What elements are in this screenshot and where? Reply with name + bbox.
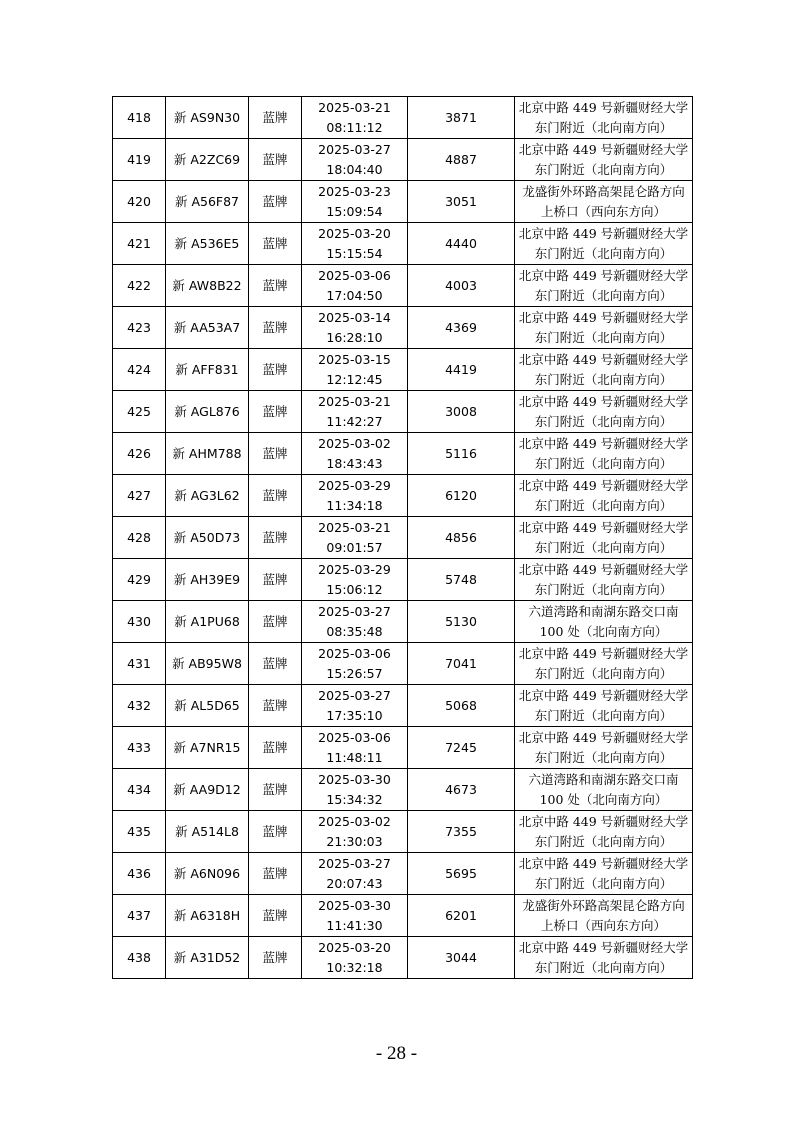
code-cell: 4419 xyxy=(408,349,515,391)
code-cell: 5130 xyxy=(408,601,515,643)
plate-number-cell: 新 AS9N30 xyxy=(166,97,249,139)
code-cell: 5748 xyxy=(408,559,515,601)
location-line-1: 北京中路 449 号新疆财经大学 xyxy=(518,141,689,157)
location-line-1: 北京中路 449 号新疆财经大学 xyxy=(518,435,689,451)
code-cell: 5116 xyxy=(408,433,515,475)
code-cell: 3051 xyxy=(408,181,515,223)
record-number-cell: 429 xyxy=(113,559,166,601)
location-line-1: 北京中路 449 号新疆财经大学 xyxy=(518,855,689,871)
location-cell xyxy=(515,475,693,517)
time-text: 16:28:10 xyxy=(326,329,383,345)
location-line-2: 东门附近（北向南方向） xyxy=(534,749,673,765)
location-line-1: 龙盛街外环路高架昆仑路方向 xyxy=(522,183,685,199)
location-cell xyxy=(515,181,693,223)
time-text: 11:42:27 xyxy=(326,413,383,429)
table-row xyxy=(113,643,693,685)
code-cell: 3008 xyxy=(408,391,515,433)
code-cell: 3044 xyxy=(408,937,515,979)
plate-color-cell: 蓝牌 xyxy=(249,685,302,727)
time-text: 10:32:18 xyxy=(326,959,383,975)
date-text: 2025-03-27 xyxy=(318,603,391,619)
date-text: 2025-03-02 xyxy=(318,813,391,829)
plate-number-cell: 新 AG3L62 xyxy=(166,475,249,517)
plate-color-cell: 蓝牌 xyxy=(249,97,302,139)
table-row xyxy=(113,307,693,349)
plate-number-cell: 新 A7NR15 xyxy=(166,727,249,769)
datetime-cell xyxy=(302,97,408,139)
location-line-1: 北京中路 449 号新疆财经大学 xyxy=(518,645,689,661)
table-row xyxy=(113,433,693,475)
location-line-2: 东门附近（北向南方向） xyxy=(534,329,673,345)
location-line-2: 东门附近（北向南方向） xyxy=(534,707,673,723)
location-cell xyxy=(515,223,693,265)
table-row xyxy=(113,223,693,265)
code-cell: 4003 xyxy=(408,265,515,307)
plate-color-cell: 蓝牌 xyxy=(249,895,302,937)
record-number-cell: 424 xyxy=(113,349,166,391)
location-cell xyxy=(515,601,693,643)
location-line-1: 北京中路 449 号新疆财经大学 xyxy=(518,267,689,283)
datetime-cell xyxy=(302,559,408,601)
code-cell: 3871 xyxy=(408,97,515,139)
code-cell: 4369 xyxy=(408,307,515,349)
location-line-2: 东门附近（北向南方向） xyxy=(534,959,673,975)
plate-number-cell: 新 AL5D65 xyxy=(166,685,249,727)
location-line-1: 北京中路 449 号新疆财经大学 xyxy=(518,813,689,829)
record-number-cell: 425 xyxy=(113,391,166,433)
location-line-2: 东门附近（北向南方向） xyxy=(534,287,673,303)
record-number-cell: 437 xyxy=(113,895,166,937)
code-cell: 7041 xyxy=(408,643,515,685)
record-number-cell: 428 xyxy=(113,517,166,559)
date-text: 2025-03-27 xyxy=(318,855,391,871)
date-text: 2025-03-21 xyxy=(318,519,391,535)
table-row xyxy=(113,349,693,391)
location-cell xyxy=(515,559,693,601)
table-row xyxy=(113,853,693,895)
plate-color-cell: 蓝牌 xyxy=(249,601,302,643)
plate-number-cell: 新 AHM788 xyxy=(166,433,249,475)
datetime-cell xyxy=(302,727,408,769)
record-number-cell: 418 xyxy=(113,97,166,139)
time-text: 18:43:43 xyxy=(326,455,383,471)
datetime-cell xyxy=(302,349,408,391)
location-line-2: 东门附近（北向南方向） xyxy=(534,875,673,891)
location-cell xyxy=(515,433,693,475)
record-number-cell: 423 xyxy=(113,307,166,349)
plate-color-cell: 蓝牌 xyxy=(249,811,302,853)
record-number-cell: 432 xyxy=(113,685,166,727)
location-cell xyxy=(515,769,693,811)
date-text: 2025-03-27 xyxy=(318,141,391,157)
datetime-cell xyxy=(302,139,408,181)
location-line-1: 北京中路 449 号新疆财经大学 xyxy=(518,477,689,493)
plate-color-cell: 蓝牌 xyxy=(249,517,302,559)
code-cell: 5695 xyxy=(408,853,515,895)
location-cell xyxy=(515,937,693,979)
table-row xyxy=(113,181,693,223)
location-cell xyxy=(515,139,693,181)
datetime-cell xyxy=(302,181,408,223)
location-line-1: 北京中路 449 号新疆财经大学 xyxy=(518,351,689,367)
time-text: 08:11:12 xyxy=(326,119,383,135)
plate-number-cell: 新 A1PU68 xyxy=(166,601,249,643)
table-row xyxy=(113,97,693,139)
code-cell: 7245 xyxy=(408,727,515,769)
table-row xyxy=(113,769,693,811)
record-number-cell: 436 xyxy=(113,853,166,895)
plate-color-cell: 蓝牌 xyxy=(249,853,302,895)
datetime-cell xyxy=(302,643,408,685)
date-text: 2025-03-06 xyxy=(318,267,391,283)
plate-number-cell: 新 A536E5 xyxy=(166,223,249,265)
location-line-2: 东门附近（北向南方向） xyxy=(534,413,673,429)
date-text: 2025-03-21 xyxy=(318,99,391,115)
datetime-cell xyxy=(302,853,408,895)
plate-number-cell: 新 AW8B22 xyxy=(166,265,249,307)
plate-number-cell: 新 A56F87 xyxy=(166,181,249,223)
page-number: - 28 - xyxy=(375,1043,418,1064)
record-number-cell: 419 xyxy=(113,139,166,181)
plate-color-cell: 蓝牌 xyxy=(249,937,302,979)
time-text: 17:35:10 xyxy=(326,707,383,723)
datetime-cell xyxy=(302,517,408,559)
table-row xyxy=(113,685,693,727)
plate-color-cell: 蓝牌 xyxy=(249,139,302,181)
date-text: 2025-03-06 xyxy=(318,645,391,661)
record-number-cell: 427 xyxy=(113,475,166,517)
date-text: 2025-03-06 xyxy=(318,729,391,745)
code-cell: 6120 xyxy=(408,475,515,517)
plate-number-cell: 新 AFF831 xyxy=(166,349,249,391)
table-row xyxy=(113,517,693,559)
record-number-cell: 431 xyxy=(113,643,166,685)
plate-color-cell: 蓝牌 xyxy=(249,727,302,769)
location-line-1: 北京中路 449 号新疆财经大学 xyxy=(518,99,689,115)
table-row xyxy=(113,475,693,517)
location-line-2: 东门附近（北向南方向） xyxy=(534,581,673,597)
date-text: 2025-03-30 xyxy=(318,771,391,787)
date-text: 2025-03-15 xyxy=(318,351,391,367)
plate-number-cell: 新 A514L8 xyxy=(166,811,249,853)
location-line-2: 上桥口（西向东方向） xyxy=(540,203,666,219)
datetime-cell xyxy=(302,433,408,475)
record-number-cell: 434 xyxy=(113,769,166,811)
time-text: 09:01:57 xyxy=(326,539,383,555)
date-text: 2025-03-29 xyxy=(318,477,391,493)
location-cell xyxy=(515,643,693,685)
plate-color-cell: 蓝牌 xyxy=(249,559,302,601)
time-text: 15:15:54 xyxy=(326,245,383,261)
plate-number-cell: 新 A6318H xyxy=(166,895,249,937)
table-row xyxy=(113,601,693,643)
location-line-1: 北京中路 449 号新疆财经大学 xyxy=(518,393,689,409)
date-text: 2025-03-29 xyxy=(318,561,391,577)
location-line-2: 东门附近（北向南方向） xyxy=(534,833,673,849)
records-table xyxy=(112,96,693,979)
location-line-2: 上桥口（西向东方向） xyxy=(540,917,666,933)
location-cell xyxy=(515,811,693,853)
record-number-cell: 433 xyxy=(113,727,166,769)
location-line-2: 东门附近（北向南方向） xyxy=(534,245,673,261)
location-cell xyxy=(515,391,693,433)
plate-color-cell: 蓝牌 xyxy=(249,181,302,223)
location-line-1: 北京中路 449 号新疆财经大学 xyxy=(518,309,689,325)
datetime-cell xyxy=(302,811,408,853)
location-cell xyxy=(515,685,693,727)
location-line-1: 龙盛街外环路高架昆仑路方向 xyxy=(522,897,685,913)
datetime-cell xyxy=(302,769,408,811)
date-text: 2025-03-21 xyxy=(318,393,391,409)
plate-color-cell: 蓝牌 xyxy=(249,391,302,433)
date-text: 2025-03-02 xyxy=(318,435,391,451)
location-line-2: 东门附近（北向南方向） xyxy=(534,119,673,135)
plate-number-cell: 新 AB95W8 xyxy=(166,643,249,685)
plate-color-cell: 蓝牌 xyxy=(249,349,302,391)
location-line-2: 东门附近（北向南方向） xyxy=(534,455,673,471)
location-cell xyxy=(515,517,693,559)
plate-color-cell: 蓝牌 xyxy=(249,643,302,685)
datetime-cell xyxy=(302,475,408,517)
time-text: 12:12:45 xyxy=(326,371,383,387)
plate-number-cell: 新 A6N096 xyxy=(166,853,249,895)
plate-color-cell: 蓝牌 xyxy=(249,475,302,517)
table-row xyxy=(113,265,693,307)
location-line-1: 六道湾路和南湖东路交口南 xyxy=(528,603,679,619)
location-line-1: 北京中路 449 号新疆财经大学 xyxy=(518,729,689,745)
date-text: 2025-03-20 xyxy=(318,225,391,241)
code-cell: 4856 xyxy=(408,517,515,559)
location-line-1: 北京中路 449 号新疆财经大学 xyxy=(518,939,689,955)
table-row xyxy=(113,811,693,853)
time-text: 18:04:40 xyxy=(326,161,383,177)
plate-number-cell: 新 A31D52 xyxy=(166,937,249,979)
time-text: 15:09:54 xyxy=(326,203,383,219)
code-cell: 4887 xyxy=(408,139,515,181)
datetime-cell xyxy=(302,937,408,979)
code-cell: 4673 xyxy=(408,769,515,811)
time-text: 15:06:12 xyxy=(326,581,383,597)
time-text: 11:34:18 xyxy=(326,497,383,513)
location-line-1: 六道湾路和南湖东路交口南 xyxy=(528,771,679,787)
plate-number-cell: 新 AH39E9 xyxy=(166,559,249,601)
records-body xyxy=(113,97,693,979)
plate-number-cell: 新 AA53A7 xyxy=(166,307,249,349)
record-number-cell: 426 xyxy=(113,433,166,475)
code-cell: 7355 xyxy=(408,811,515,853)
datetime-cell xyxy=(302,895,408,937)
code-cell: 4440 xyxy=(408,223,515,265)
location-cell xyxy=(515,727,693,769)
plate-color-cell: 蓝牌 xyxy=(249,433,302,475)
time-text: 11:41:30 xyxy=(326,917,383,933)
plate-color-cell: 蓝牌 xyxy=(249,307,302,349)
record-number-cell: 420 xyxy=(113,181,166,223)
location-line-2: 100 处（北向南方向） xyxy=(539,623,668,639)
datetime-cell xyxy=(302,223,408,265)
location-cell xyxy=(515,349,693,391)
date-text: 2025-03-14 xyxy=(318,309,391,325)
location-line-2: 东门附近（北向南方向） xyxy=(534,497,673,513)
record-number-cell: 435 xyxy=(113,811,166,853)
location-line-2: 东门附近（北向南方向） xyxy=(534,161,673,177)
plate-color-cell: 蓝牌 xyxy=(249,223,302,265)
table-row xyxy=(113,391,693,433)
location-line-1: 北京中路 449 号新疆财经大学 xyxy=(518,225,689,241)
date-text: 2025-03-27 xyxy=(318,687,391,703)
date-text: 2025-03-20 xyxy=(318,939,391,955)
datetime-cell xyxy=(302,601,408,643)
datetime-cell xyxy=(302,307,408,349)
location-line-2: 100 处（北向南方向） xyxy=(539,791,668,807)
record-number-cell: 430 xyxy=(113,601,166,643)
table-row xyxy=(113,937,693,979)
table-row xyxy=(113,895,693,937)
table-row xyxy=(113,139,693,181)
location-line-2: 东门附近（北向南方向） xyxy=(534,665,673,681)
table-row xyxy=(113,559,693,601)
time-text: 21:30:03 xyxy=(326,833,383,849)
datetime-cell xyxy=(302,265,408,307)
location-cell xyxy=(515,307,693,349)
time-text: 08:35:48 xyxy=(326,623,383,639)
datetime-cell xyxy=(302,685,408,727)
location-line-1: 北京中路 449 号新疆财经大学 xyxy=(518,561,689,577)
datetime-cell xyxy=(302,391,408,433)
plate-number-cell: 新 AA9D12 xyxy=(166,769,249,811)
plate-number-cell: 新 A2ZC69 xyxy=(166,139,249,181)
code-cell: 5068 xyxy=(408,685,515,727)
location-cell xyxy=(515,265,693,307)
location-line-1: 北京中路 449 号新疆财经大学 xyxy=(518,687,689,703)
time-text: 11:48:11 xyxy=(326,749,383,765)
location-cell xyxy=(515,895,693,937)
time-text: 15:26:57 xyxy=(326,665,383,681)
date-text: 2025-03-30 xyxy=(318,897,391,913)
plate-number-cell: 新 A50D73 xyxy=(166,517,249,559)
plate-color-cell: 蓝牌 xyxy=(249,265,302,307)
table-row xyxy=(113,727,693,769)
code-cell: 6201 xyxy=(408,895,515,937)
location-line-2: 东门附近（北向南方向） xyxy=(534,539,673,555)
record-number-cell: 422 xyxy=(113,265,166,307)
location-cell xyxy=(515,853,693,895)
record-number-cell: 421 xyxy=(113,223,166,265)
plate-color-cell: 蓝牌 xyxy=(249,769,302,811)
time-text: 15:34:32 xyxy=(326,791,383,807)
time-text: 17:04:50 xyxy=(326,287,383,303)
location-line-2: 东门附近（北向南方向） xyxy=(534,371,673,387)
plate-number-cell: 新 AGL876 xyxy=(166,391,249,433)
time-text: 20:07:43 xyxy=(326,875,383,891)
date-text: 2025-03-23 xyxy=(318,183,391,199)
location-cell xyxy=(515,97,693,139)
record-number-cell: 438 xyxy=(113,937,166,979)
location-line-1: 北京中路 449 号新疆财经大学 xyxy=(518,519,689,535)
